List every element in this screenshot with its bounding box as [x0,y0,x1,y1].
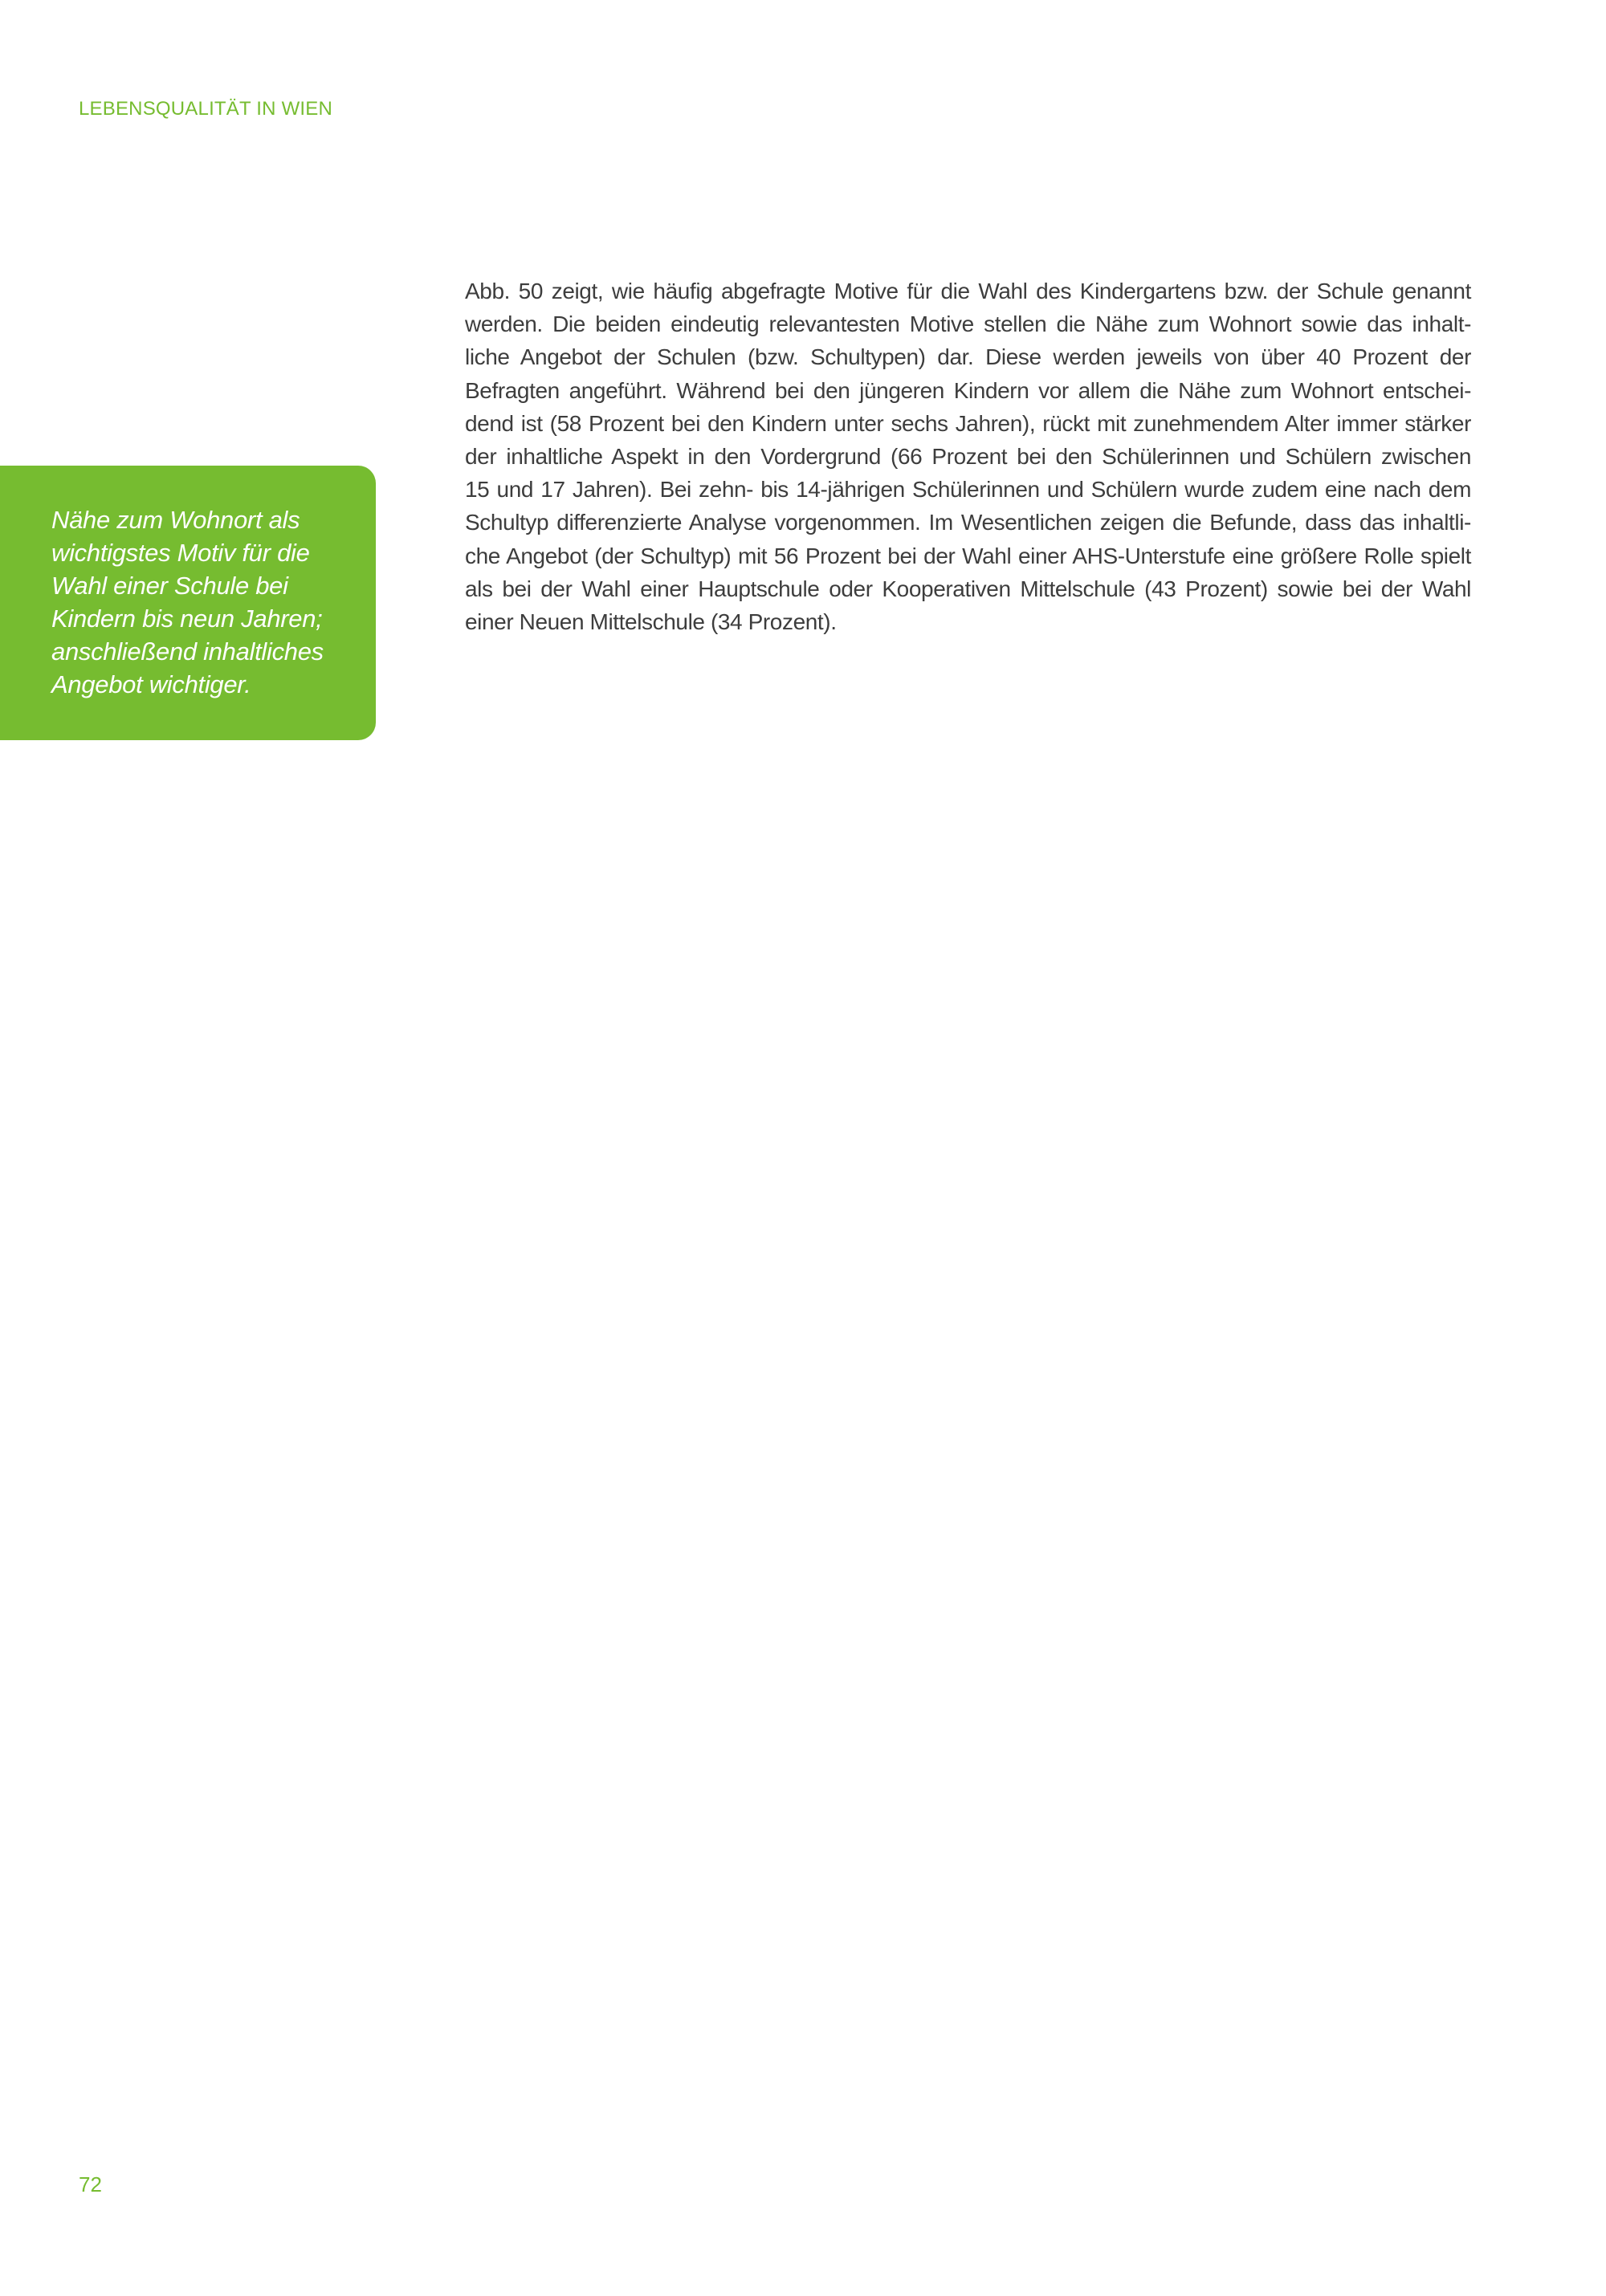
paragraph-line: Schultyp differenzierte Analyse vorgenommen. Im Wesentlichen zeigen die Befunde, dass das inhaltli- [465,510,1471,535]
body-paragraph [465,275,1471,638]
paragraph-line: 15 und 17 Jahren). Bei zehn- bis 14-jährigen Schülerinnen und Schülern wurde zudem eine nach dem [465,477,1471,503]
paragraph-line: Abb. 50 zeigt, wie häufig abgefragte Motive für die Wahl des Kindergartens bzw. der Schule genannt [465,279,1471,303]
pull-quote-line: anschließend inhaltliches [51,637,324,666]
paragraph-line: werden. Die beiden eindeutig relevantesten Motive stellen die Nähe zum Wohnort sowie das inhalt- [465,311,1471,337]
paragraph-line: dend ist (58 Prozent bei den Kindern unter sechs Jahren), rückt mit zunehmendem Alter immer stärker [465,410,1471,436]
paragraph-line: einer Neuen Mittelschule (34 Prozent). [465,609,837,635]
paragraph-line: als bei der Wahl einer Hauptschule oder Kooperativen Mittelschule (43 Prozent) sowie bei der Wahl [465,576,1471,601]
pull-quote-line: Nähe zum Wohnort als [51,506,300,534]
paragraph-line: liche Angebot der Schulen (bzw. Schultypen) dar. Diese werden jeweils von über 40 Prozent der [465,344,1471,370]
pull-quote-line: wichtigstes Motiv für die [51,539,310,567]
paragraph-line: Befragten angeführt. Während bei den jüngeren Kindern vor allem die Nähe zum Wohnort entschei- [465,377,1471,403]
page-number: 72 [79,2172,102,2196]
pull-quote-box [0,466,376,740]
paragraph-line: che Angebot (der Schultyp) mit 56 Prozent bei der Wahl einer AHS-Unterstufe eine größere Rolle spielt [465,543,1471,568]
pull-quote-line: Kindern bis neun Jahren; [51,605,323,633]
pull-quote-text [51,503,344,701]
pull-quote-line: Wahl einer Schule bei [51,572,288,600]
running-header: LEBENSQUALITÄT IN WIEN [79,98,333,120]
pull-quote-line: Angebot wichtiger. [51,670,251,698]
paragraph-line: der inhaltliche Aspekt in den Vordergrund (66 Prozent bei den Schülerinnen und Schülern zwischen [465,444,1471,470]
